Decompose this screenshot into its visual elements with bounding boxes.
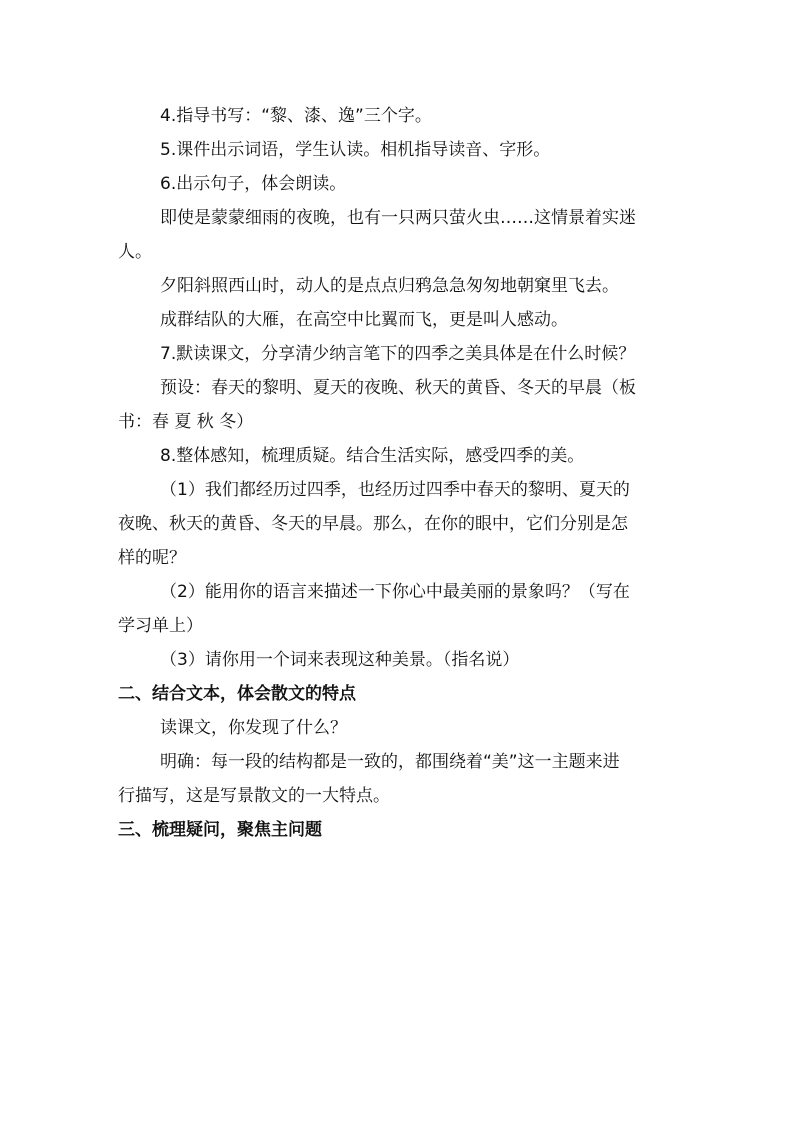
- question-3: （3）请你用一个词来表现这种美景。（指名说）: [160, 650, 520, 670]
- step-7: 7.默读课文，分享清少纳言笔下的四季之美具体是在什么时候？: [160, 344, 636, 364]
- question-2-line-2: 学习单上）: [118, 616, 203, 636]
- step-6: 6.出示句子，体会朗读。: [160, 174, 347, 194]
- question-1-line-1: （1）我们都经历过四季，也经历过四季中春天的黎明、夏天的: [160, 480, 630, 500]
- read-question: 读课文，你发现了什么？: [160, 718, 347, 738]
- preset-line-2: 书：春 夏 秋 冬）: [118, 412, 254, 432]
- step-8: 8.整体感知，梳理质疑。结合生活实际，感受四季的美。: [160, 446, 585, 466]
- question-1-line-3: 样的呢？: [118, 548, 186, 568]
- question-2-line-1: （2）能用你的语言来描述一下你心中最美丽的景象吗？（写在: [160, 582, 630, 602]
- sentence-1-line-1: 即使是蒙蒙细雨的夜晚，也有一只两只萤火虫……这情景着实迷: [160, 208, 636, 228]
- clarify-line-2: 行描写，这是写景散文的一大特点。: [118, 786, 390, 806]
- sentence-3: 成群结队的大雁，在高空中比翼而飞，更是叫人感动。: [160, 310, 568, 330]
- section-heading-2: 二、结合文本，体会散文的特点: [118, 684, 356, 704]
- sentence-2: 夕阳斜照西山时，动人的是点点归鸦急急匆匆地朝窠里飞去。: [160, 276, 619, 296]
- section-heading-3: 三、梳理疑问，聚焦主问题: [118, 820, 322, 840]
- preset-line-1: 预设：春天的黎明、夏天的夜晚、秋天的黄昏、冬天的早晨（板: [160, 378, 636, 398]
- question-1-line-2: 夜晚、秋天的黄昏、冬天的早晨。那么，在你的眼中，它们分别是怎: [118, 514, 628, 534]
- step-5: 5.课件出示词语，学生认读。相机指导读音、字形。: [160, 140, 551, 160]
- sentence-1-line-2: 人。: [118, 242, 152, 262]
- step-4: 4.指导书写：“黎、漆、逸”三个字。: [160, 106, 432, 126]
- clarify-line-1: 明确：每一段的结构都是一致的，都围绕着“美”这一主题来进: [160, 752, 620, 772]
